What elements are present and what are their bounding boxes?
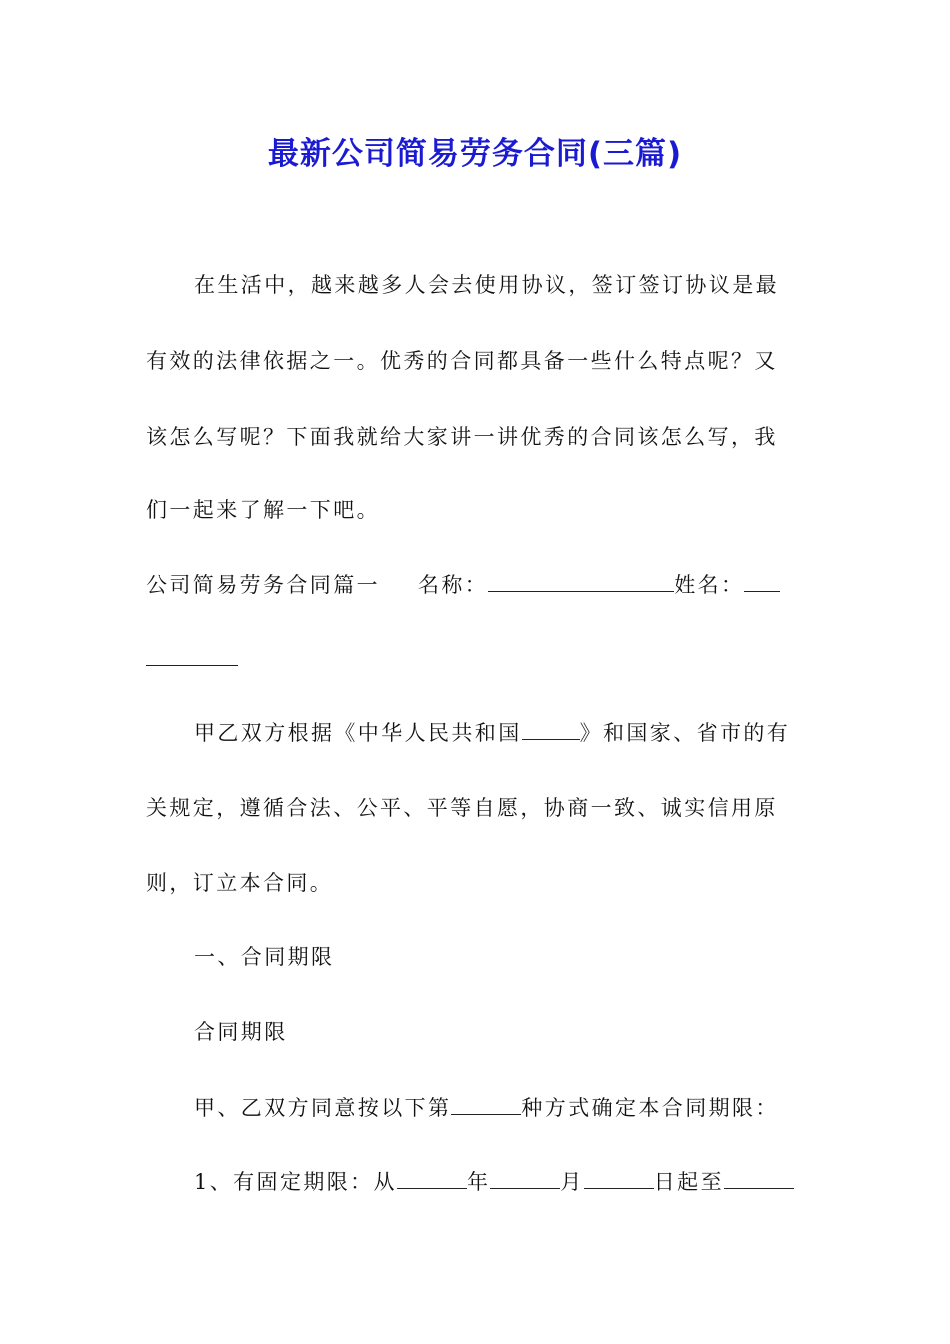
item1-line	[194, 1166, 874, 1197]
clause1-text-line	[194, 1092, 874, 1123]
intro-line-2: 有效的法律依据之一。优秀的合同都具备一些什么特点呢？又	[146, 349, 778, 373]
item1-prefix: 1、有固定期限：从	[194, 1170, 397, 1194]
start-day-blank	[584, 1166, 654, 1189]
item1-month: 月	[560, 1170, 584, 1194]
clause1-text-b: 种方式确定本合同期限：	[521, 1096, 779, 1120]
document-title: 最新公司简易劳务合同(三篇)	[267, 136, 683, 172]
para1-text-b: 》和国家、省市的有	[579, 721, 791, 745]
name-label: 名称：	[418, 573, 489, 597]
section-heading: 公司简易劳务合同篇一	[146, 573, 380, 597]
intro-line-1: 在生活中，越来越多人会去使用协议，签订签订协议是最	[194, 273, 779, 297]
start-month-blank	[490, 1166, 560, 1189]
law-name-blank	[522, 717, 580, 740]
person-blank-end	[146, 643, 238, 666]
end-date-blank	[724, 1166, 794, 1189]
clause1-text-a: 甲、乙双方同意按以下第	[194, 1096, 452, 1120]
person-blank-continuation-line	[146, 643, 826, 674]
start-year-blank	[397, 1166, 467, 1189]
para1-line-2: 关规定，遵循合法、公平、平等自愿，协商一致、诚实信用原	[146, 796, 778, 820]
section-heading-line	[146, 569, 826, 600]
item1-year: 年	[466, 1170, 491, 1194]
intro-line-3: 该怎么写呢？下面我就给大家讲一讲优秀的合同该怎么写，我	[146, 425, 778, 449]
para1-line-3: 则，订立本合同。	[146, 871, 334, 895]
person-label: 姓名：	[674, 573, 745, 597]
item1-day-to: 日起至	[653, 1170, 724, 1194]
name-blank	[488, 569, 674, 592]
clause1-heading: 一、合同期限	[194, 945, 335, 969]
intro-line-4: 们一起来了解一下吧。	[146, 498, 380, 522]
method-number-blank	[451, 1092, 521, 1115]
person-blank-start	[744, 569, 780, 592]
para1-text-a: 甲乙双方根据《中华人民共和国	[194, 721, 522, 745]
para1-line-1	[194, 717, 874, 748]
clause1-sub: 合同期限	[194, 1020, 288, 1044]
